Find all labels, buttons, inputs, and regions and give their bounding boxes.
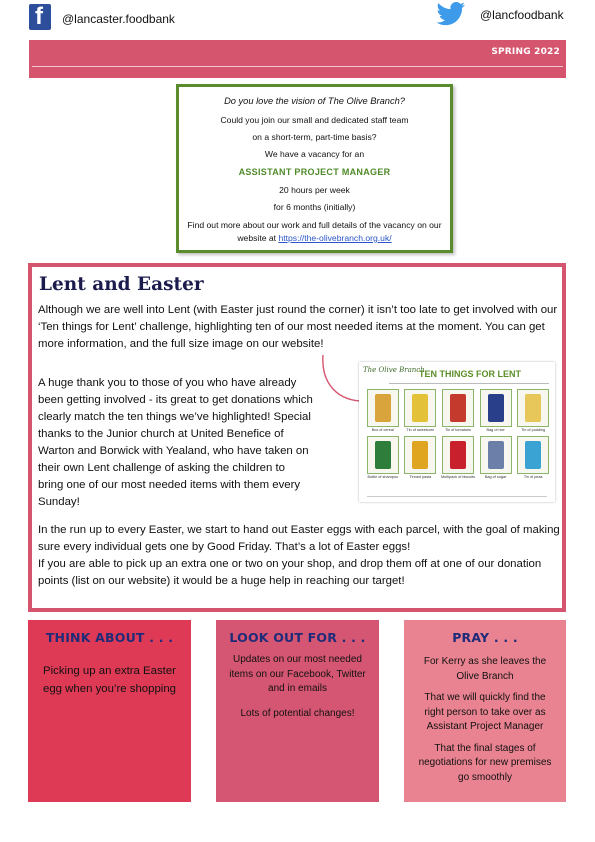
- season-label: SPRING 2022: [491, 47, 560, 57]
- product-icon: [450, 394, 466, 422]
- poster-item: [403, 436, 439, 481]
- vacancy-question: Do you love the vision of The Olive Branch?: [224, 96, 405, 106]
- think-about-text: Picking up an extra Easter egg when you’re shopping: [43, 665, 176, 695]
- think-about-title: THINK ABOUT . . .: [45, 630, 174, 645]
- vacancy-line: We have a vacancy for an: [264, 149, 365, 159]
- look-out-for-box: [216, 620, 379, 802]
- product-icon: [375, 441, 391, 469]
- poster-rule: [389, 383, 549, 386]
- header-banner: [29, 40, 566, 78]
- poster-item-image: [517, 436, 549, 474]
- product-icon: [412, 441, 428, 469]
- vacancy-hours: 20 hours per week: [279, 185, 350, 195]
- poster-item-label: Bag of sugar: [484, 475, 507, 479]
- poster-item-label: Multipack of biscuits: [441, 475, 475, 479]
- poster-item-image: [367, 389, 399, 427]
- poster-item: [478, 436, 514, 481]
- poster-item: [365, 389, 401, 434]
- olive-branch-logo: The Olive Branch: [363, 366, 425, 374]
- poster-item-label: Tinned pasta: [409, 475, 432, 479]
- poster-item-label: Bottle of shampoo: [367, 475, 399, 479]
- pray-title: PRAY . . .: [452, 630, 518, 645]
- poster-item-label: Tin of peas: [523, 475, 543, 479]
- lent-paragraph-1: Although we are well into Lent (with Easter just round the corner) it isn’t too late to get involved with our ‘Ten things for Lent’ challenge, highlighting ten of our most needed items at the moment. You can get more information, and the full size image on our website!: [38, 304, 558, 350]
- product-icon: [488, 394, 504, 422]
- poster-item-image: [442, 436, 474, 474]
- vacancy-advert: [176, 84, 453, 253]
- lent-paragraph-3: [38, 522, 564, 590]
- vacancy-details: Find out more about our work and full details of the vacancy on our: [187, 220, 442, 230]
- lent-paragraph-2: A huge thank you to those of you who have already been getting involved - its great to get donations which clearly match the ten things we’ve highlighted! Special thanks to the Junior church at United Benefice of Warton and Borwick with Yealand, who have taken on their own Lent challenge of asking the children to bring one of our most needed items with them every Sunday!: [38, 377, 313, 508]
- product-icon: [525, 441, 541, 469]
- website-link[interactable]: https://the-olivebranch.org.uk/: [278, 233, 392, 243]
- product-icon: [525, 394, 541, 422]
- product-icon: [450, 441, 466, 469]
- poster-item-label: Tin of sweetcorn: [406, 428, 435, 432]
- vacancy-role: ASSISTANT PROJECT MANAGER: [238, 167, 391, 177]
- poster-footer-rule: [367, 496, 547, 498]
- poster-item: [478, 389, 514, 434]
- lent-paragraph-3b: If you are able to pick up an extra one or two on your shop, and drop them off at one of our donation points (list on our website) it would be a huge help in reaching our target!: [38, 558, 542, 587]
- poster-item: [365, 436, 401, 481]
- look-out-for-title: LOOK OUT FOR . . .: [229, 630, 366, 645]
- lent-section: [28, 263, 566, 612]
- product-icon: [375, 394, 391, 422]
- poster-title: TEN THINGS FOR LENT: [419, 369, 521, 379]
- vacancy-website-prefix: website at: [237, 233, 277, 243]
- poster-item-image: [480, 436, 512, 474]
- poster-item: [515, 389, 551, 434]
- poster-item-label: Bag of rice: [486, 428, 505, 432]
- poster-item-label: Tin of tomatoes: [444, 428, 471, 432]
- poster-item: [515, 436, 551, 481]
- look-out-item: Updates on our most needed items on our Facebook, Twitter and in emails: [229, 654, 366, 694]
- pray-item: That the final stages of negotiations for new premises go smoothly: [418, 742, 552, 783]
- twitter-icon[interactable]: [436, 2, 466, 26]
- pray-item: For Kerry as she leaves the Olive Branch: [423, 656, 547, 682]
- look-out-item: Lots of potential changes!: [240, 707, 355, 719]
- poster-item-image: [480, 389, 512, 427]
- pray-item: That we will quickly find the right person to take over as Assistant Project Manager: [424, 692, 546, 732]
- banner-rule: [32, 66, 563, 67]
- poster-item-image: [404, 436, 436, 474]
- poster-item-image: [517, 389, 549, 427]
- poster-grid: [365, 389, 551, 481]
- facebook-icon[interactable]: f: [29, 4, 51, 30]
- pray-box: [404, 620, 566, 802]
- poster-item-label: Box of cereal: [371, 428, 394, 432]
- product-icon: [412, 394, 428, 422]
- ten-things-poster[interactable]: [359, 362, 555, 502]
- lent-paragraph-3a: In the run up to every Easter, we start to hand out Easter eggs with each parcel, with the goal of making sure every individual gets one by Good Friday. That’s a lot of Easter eggs!: [38, 524, 560, 553]
- poster-item: [403, 389, 439, 434]
- vacancy-duration: for 6 months (initially): [273, 202, 356, 212]
- poster-item-image: [442, 389, 474, 427]
- facebook-handle[interactable]: @lancaster.foodbank: [62, 12, 175, 26]
- vacancy-website-line: [179, 233, 450, 243]
- twitter-handle[interactable]: @lancfoodbank: [480, 8, 564, 22]
- poster-item: [440, 389, 476, 434]
- poster-item-image: [367, 436, 399, 474]
- think-about-box: [28, 620, 191, 802]
- vacancy-line: on a short-term, part-time basis?: [252, 132, 377, 142]
- product-icon: [488, 441, 504, 469]
- poster-item-label: Tin of pudding: [521, 428, 546, 432]
- poster-item: [440, 436, 476, 481]
- lent-title: Lent and Easter: [39, 274, 204, 295]
- vacancy-line: Could you join our small and dedicated staff team: [220, 115, 409, 125]
- poster-item-image: [404, 389, 436, 427]
